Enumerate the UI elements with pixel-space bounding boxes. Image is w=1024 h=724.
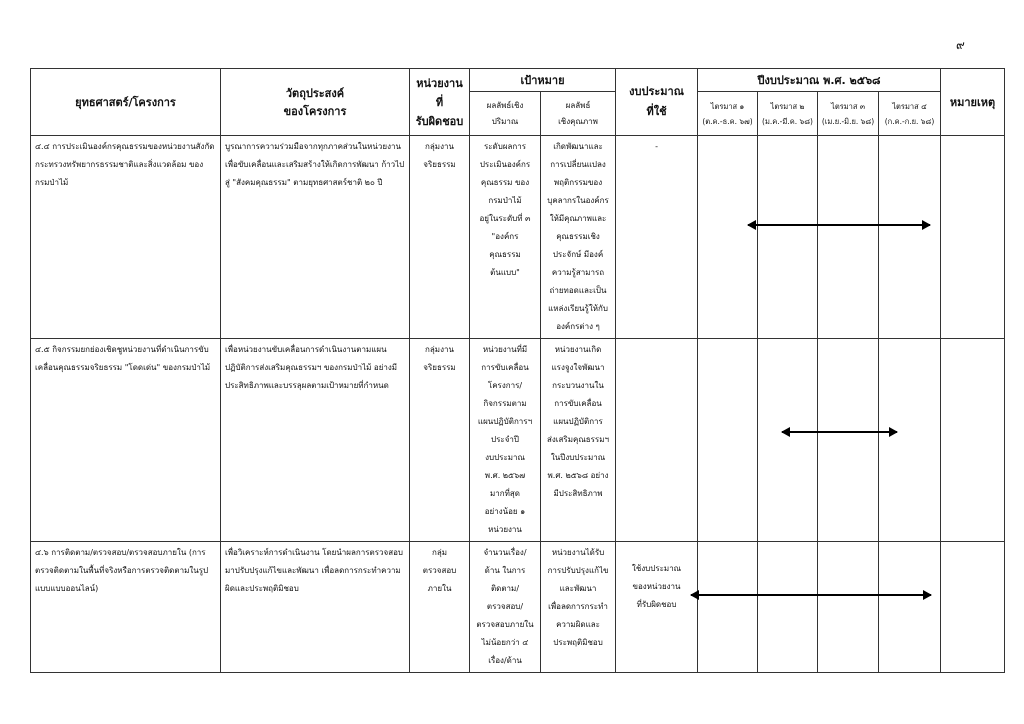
remark-cell	[941, 339, 1005, 542]
quarter-cell-4	[879, 136, 941, 339]
project-cell: ๔.๕ กิจกรรมยกย่องเชิดชูหน่วยงานที่ดำเนินการขับเคลื่อนคุณธรรมจริยธรรม "โดดเด่น" ของกรมป่าไม้	[31, 339, 221, 542]
header-target-quantity: ผลลัพธ์เชิง ปริมาณ	[470, 92, 541, 136]
objective-cell: เพื่อหน่วยงานขับเคลื่อนการดำเนินงานตามแผนปฏิบัติการส่งเสริมคุณธรรมฯ ของกรมป่าไม้ อย่างมีประสิทธิภาพและบรรลุผลตามเป้าหมายที่กำหนด	[221, 339, 410, 542]
quarter-cell-4	[879, 339, 941, 542]
quantity-cell: ระดับผลการ ประเมินองค์กร คุณธรรม ของ กรมป่าไม้ อยู่ในระดับที่ ๓ "องค์กร คุณธรรม ต้นแบบ"	[470, 136, 541, 339]
header-quarter-2: ไตรมาส ๒ (ม.ค.-มี.ค. ๖๘)	[758, 92, 818, 136]
quarter-cell-2	[758, 339, 818, 542]
quarter-cell-4	[879, 542, 941, 673]
table-row	[31, 339, 1005, 542]
objective-cell: บูรณาการความร่วมมือจากทุกภาคส่วนในหน่วยงาน เพื่อขับเคลื่อนและเสริมสร้างให้เกิดการพัฒนา ก้าวไปสู่ "สังคมคุณธรรม" ตามยุทธศาสตร์ชาติ ๒๐ ปี	[221, 136, 410, 339]
budget-cell: -	[616, 136, 698, 339]
quarter-cell-1	[698, 339, 758, 542]
remark-cell	[941, 542, 1005, 673]
objective-cell: เพื่อวิเคราะห์การดำเนินงาน โดยนำผลการตรวจสอบมาปรับปรุงแก้ไขและพัฒนา เพื่อลดการกระทำความผิดและประพฤติมิชอบ	[221, 542, 410, 673]
header-target-quality: ผลลัพธ์ เชิงคุณภาพ	[541, 92, 616, 136]
quarter-cell-3	[818, 339, 879, 542]
timeline-arrow	[748, 224, 930, 226]
timeline-arrow	[782, 431, 897, 433]
header-objective: วัตถุประสงค์ ของโครงการ	[221, 69, 410, 136]
remark-cell	[941, 136, 1005, 339]
project-cell: ๔.๖ การติดตาม/ตรวจสอบ/ตรวจสอบภายใน (การตรวจติดตามในพื้นที่จริงหรือการตรวจติดตามในรูปแบบแบบออนไลน์)	[31, 542, 221, 673]
header-quarter-1: ไตรมาส ๑ (ต.ค.-ธ.ค. ๖๗)	[698, 92, 758, 136]
table-row	[31, 136, 1005, 339]
quarter-cell-3	[818, 542, 879, 673]
action-plan-table	[30, 68, 1005, 673]
quantity-cell: จำนวนเรื่อง/ ด้าน ในการ ติดตาม/ ตรวจสอบ/ ตรวจสอบภายใน ไม่น้อยกว่า ๔ เรื่อง/ด้าน	[470, 542, 541, 673]
header-unit: หน่วยงาน ที่ รับผิดชอบ	[410, 69, 470, 136]
header-quarter-3: ไตรมาส ๓ (เม.ย.-มิ.ย. ๖๘)	[818, 92, 879, 136]
table-row	[31, 542, 1005, 673]
header-quarter-4: ไตรมาส ๔ (ก.ค.-ก.ย. ๖๘)	[879, 92, 941, 136]
quality-cell: หน่วยงานได้รับ การปรับปรุงแก้ไข และพัฒนา เพื่อลดการกระทำ ความผิดและ ประพฤติมิชอบ	[541, 542, 616, 673]
quarter-cell-1	[698, 542, 758, 673]
quarter-cell-3	[818, 136, 879, 339]
quarter-cell-1	[698, 136, 758, 339]
timeline-arrow	[691, 594, 931, 596]
header-budget: งบประมาณ ที่ใช้	[616, 69, 698, 136]
header-target: เป้าหมาย	[470, 69, 616, 92]
page-number: ๙	[956, 38, 965, 52]
quantity-cell: หน่วยงานที่มี การขับเคลื่อน โครงการ/ กิจกรรมตาม แผนปฏิบัติการฯ ประจำปี งบประมาณ พ.ศ. ๒๕๖๗ มากที่สุด อย่างน้อย ๑ หน่วยงาน	[470, 339, 541, 542]
budget-cell: ใช้งบประมาณ ของหน่วยงาน ที่รับผิดชอบ	[616, 542, 698, 673]
quality-cell: เกิดพัฒนาและ การเปลี่ยนแปลง พฤติกรรมของ บุคลากรในองค์กร ให้มีคุณภาพและ คุณธรรมเชิง ประจักษ์ มีองค์ ความรู้สามารถ ถ่ายทอดและเป็น แหล่งเรียนรู้ให้กับ องค์กรต่าง ๆ	[541, 136, 616, 339]
quarter-cell-2	[758, 136, 818, 339]
unit-cell: กลุ่มงาน จริยธรรม	[410, 339, 470, 542]
unit-cell: กลุ่มงาน จริยธรรม	[410, 136, 470, 339]
header-fiscal-year: ปีงบประมาณ พ.ศ. ๒๕๖๘	[698, 69, 941, 92]
quality-cell: หน่วยงานเกิด แรงจูงใจพัฒนา กระบวนงานใน การขับเคลื่อน แผนปฏิบัติการ ส่งเสริมคุณธรรมฯ ในปีงบประมาณ พ.ศ. ๒๕๖๘ อย่าง มีประสิทธิภาพ	[541, 339, 616, 542]
unit-cell: กลุ่ม ตรวจสอบ ภายใน	[410, 542, 470, 673]
quarter-cell-2	[758, 542, 818, 673]
project-cell: ๔.๔ การประเมินองค์กรคุณธรรมของหน่วยงานสังกัดกระทรวงทรัพยากรธรรมชาติและสิ่งแวดล้อม ของกรมป่าไม้	[31, 136, 221, 339]
header-strategy: ยุทธศาสตร์/โครงการ	[31, 69, 221, 136]
budget-cell	[616, 339, 698, 542]
header-remark: หมายเหตุ	[941, 69, 1005, 136]
